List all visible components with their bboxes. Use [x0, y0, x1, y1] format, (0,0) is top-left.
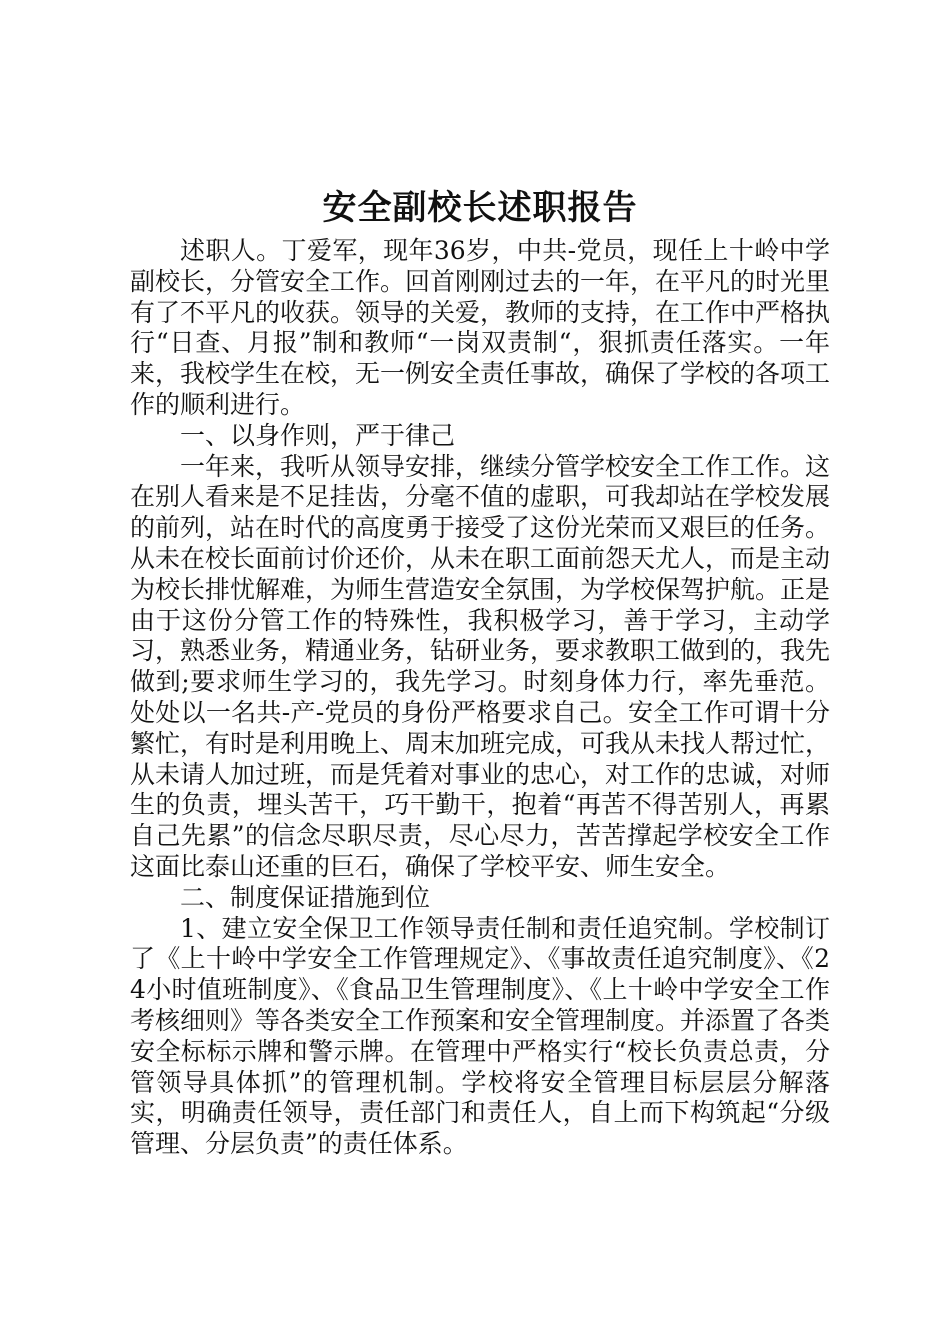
section-heading-1: 一、以身作则，严于律己: [180, 420, 456, 450]
paragraph-section-2-item-1: 1、建立安全保卫工作领导责任制和责任追究制。学校制订了《上十岭中学安全工作管理规定》、《事故责任追究制度》、《24小时值班制度》、《食品卫生管理制度》、《上十岭中学安全工作考核细则》等各类安全工作预案和安全管理制度。并添置了各类安全标标示牌和警示牌。在管理中严格实行“校长负责总责，分管领导具体抓”的管理机制。学校将安全管理目标层层分解落实，明确责任领导，责任部门和责任人，自上而下构筑起“分级管理、分层负责”的责任体系。: [130, 913, 831, 1159]
document-page: [130, 182, 830, 1160]
paragraph-section-1: 一年来，我听从领导安排，继续分管学校安全工作工作。这在别人看来是不足挂齿，分毫不值的虚职，可我却站在学校发展的前列，站在时代的高度勇于接受了这份光荣而又艰巨的任务。从未在校长面前讨价还价，从未在职工面前怨天尤人，而是主动为校长排忧解难，为师生营造安全氛围，为学校保驾护航。正是由于这份分管工作的特殊性，我积极学习，善于学习，主动学习，熟悉业务，精通业务，钻研业务，要求教职工做到的，我先做到;要求师生学习的，我先学习。时刻身体力行，率先垂范。处处以一名共-产-党员的身份严格要求自己。安全工作可谓十分繁忙，有时是利用晚上、周末加班完成，可我从未找人帮过忙，从未请人加过班，而是凭着对事业的忠心，对工作的忠诚，对师生的负责，埋头苦干，巧干勤干，抱着“再苦不得苦别人，再累自己先累”的信念尽职尽责，尽心尽力，苦苦撑起学校安全工作这面比泰山还重的巨石，确保了学校平安、师生安全。: [130, 451, 831, 881]
paragraph-intro: 述职人。丁爱军，现年36岁，中共-党员，现任上十岭中学副校长，分管安全工作。回首刚刚过去的一年，在平凡的时光里有了不平凡的收获。领导的关爱，教师的支持，在工作中严格执行“日查、月报”制和教师“一岗双责制“，狠抓责任落实。一年来，我校学生在校，无一例安全责任事故，确保了学校的各项工作的顺利进行。: [130, 236, 831, 419]
section-heading-2: 二、制度保证措施到位: [180, 882, 431, 912]
document-title: 安全副校长述职报告: [322, 188, 638, 228]
